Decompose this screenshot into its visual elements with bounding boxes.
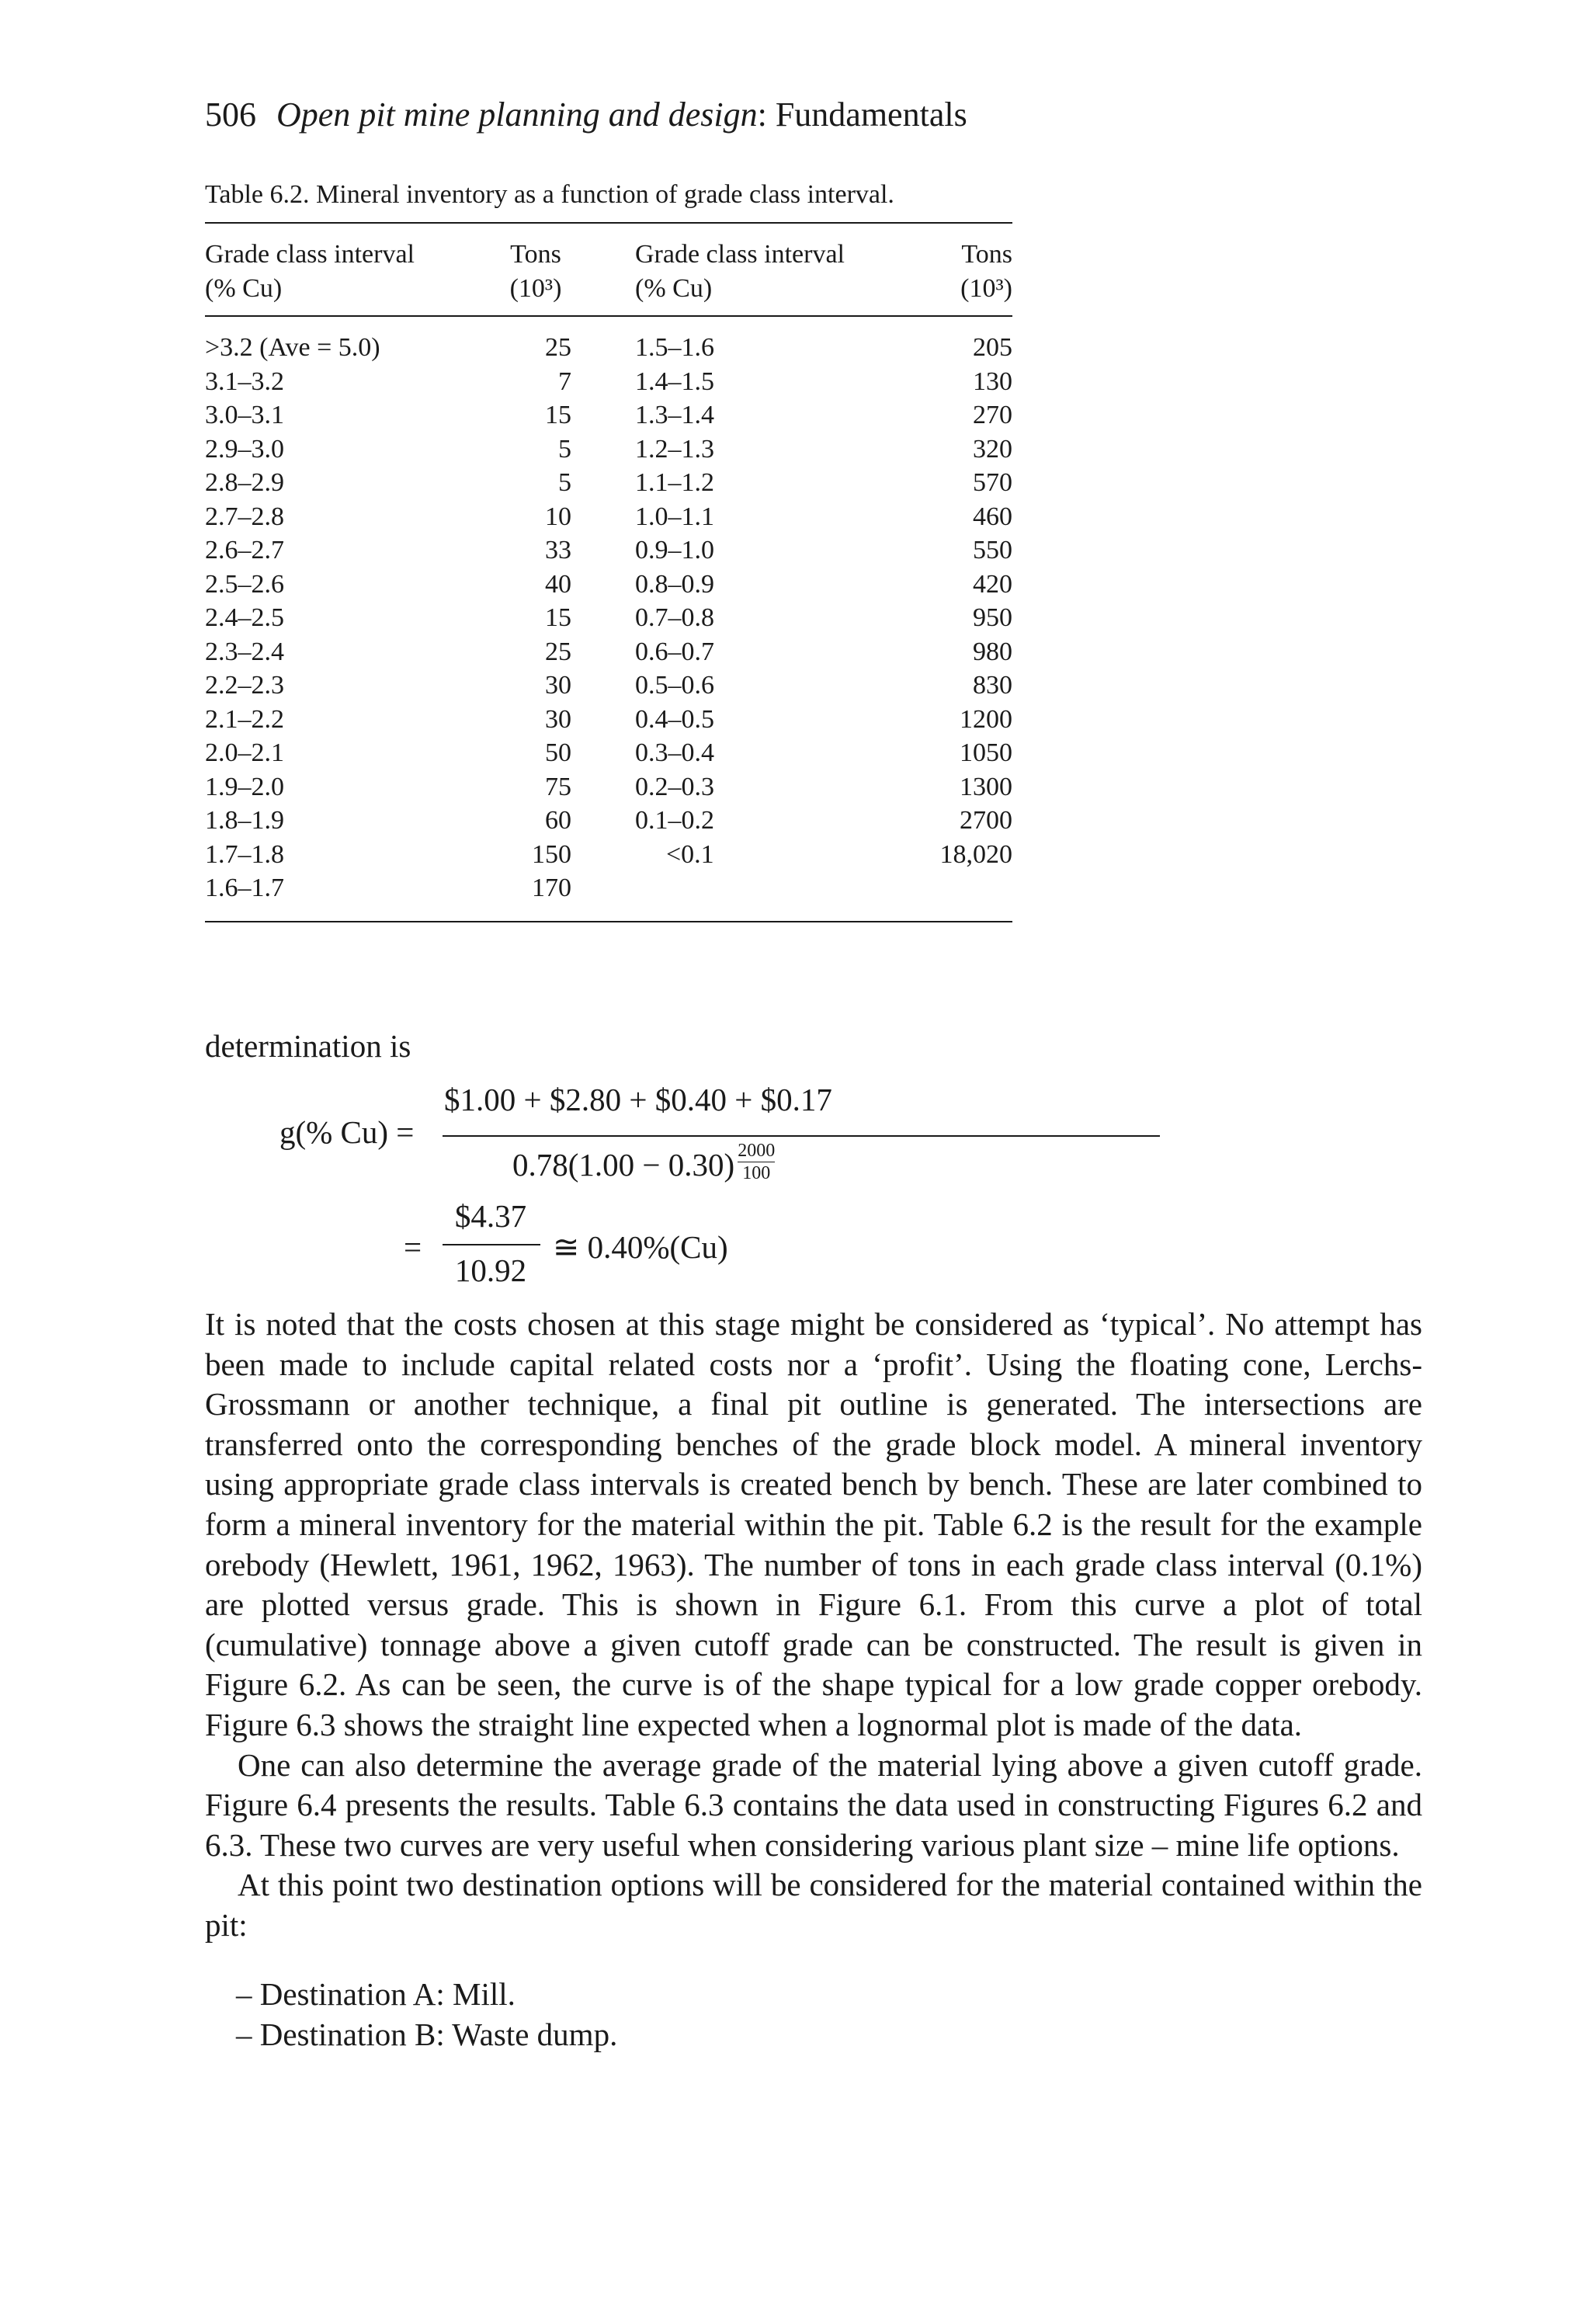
grade-cell-right: 0.3–0.4 [635, 738, 714, 767]
equation-denominator [512, 1140, 776, 1189]
grade-cell-left: 2.5–2.6 [205, 569, 284, 599]
tons-cell-left: 7 [558, 366, 571, 396]
tons-cell-left: 75 [545, 772, 571, 801]
table-row [205, 533, 1012, 568]
cutoff-grade-equation [279, 1081, 901, 1197]
grade-cell-left: 2.1–2.2 [205, 704, 284, 734]
list-item: – Destination A: Mill. [236, 1976, 516, 2012]
grade-cell-right: 1.5–1.6 [635, 333, 714, 362]
tons-cell-left: 5 [558, 434, 571, 464]
tons-cell-right: 130 [973, 366, 1012, 396]
grade-cell-right: 1.1–1.2 [635, 468, 714, 497]
tons-cell-right: 830 [973, 671, 1012, 700]
col3-unit: (% Cu) [635, 274, 713, 303]
tons-cell-left: 30 [545, 671, 571, 700]
tons-cell-left: 15 [545, 603, 571, 632]
grade-cell-right: 0.4–0.5 [635, 704, 714, 734]
tons-cell-left: 60 [545, 806, 571, 835]
table-row [205, 770, 1012, 804]
grade-cell-left: 2.9–3.0 [205, 434, 284, 464]
tons-cell-right: 570 [973, 468, 1012, 497]
grade-cell-left: 1.7–1.8 [205, 839, 284, 869]
small-fraction-bar [738, 1162, 775, 1163]
tons-cell-right: 950 [973, 603, 1012, 632]
tons-cell-left: 25 [545, 333, 571, 362]
tons-cell-left: 30 [545, 704, 571, 734]
table-row [205, 568, 1012, 602]
grade-cell-right: 1.2–1.3 [635, 434, 714, 464]
paragraph-2: One can also determine the average grade of the material lying above a given cutoff grade. Figure 6.4 presents the results. Table 6.3 contains the data used in constructing Figures 6.2 and 6.3. These two curves are very useful when considering various plant size – mine life options. [205, 1746, 1422, 1863]
book-title: Open pit mine planning and design [276, 96, 758, 134]
page-number: 506 [205, 96, 256, 134]
col2-header: Tons [510, 240, 561, 269]
mineral-inventory-table [205, 222, 1012, 922]
tons-cell-right: 1050 [960, 738, 1012, 767]
col1-header: Grade class interval [205, 240, 415, 269]
destination-list [236, 1974, 617, 2055]
tons-cell-right: 2700 [960, 806, 1012, 835]
grade-cell-right: 1.4–1.5 [635, 366, 714, 396]
paragraph-1: It is noted that the costs chosen at this stage might be considered as ‘typical’. No attempt has been made to include capital related costs nor a ‘profit’. Using the floating cone, Lerchs-Grossmann or another technique, a final pit outline is generated. The intersections are transferred onto the corresponding benches of the grade block model. A mineral inventory using appropriate grade class intervals is created bench by bench. These are later combined to form a mineral inventory for the material within the pit. Table 6.2 is the result for the example orebody (Hewlett, 1961, 1962, 1963). The number of tons in each grade class interval (0.1%) are plotted versus grade. This is shown in Figure 6.1. From this curve a plot of total (cumulative) tonnage above a given cutoff grade can be constructed. The result is given in Figure 6.2. As can be seen, the curve is of the shape typical for a low grade copper orebody. Figure 6.3 shows the straight line expected when a lognormal plot is made of the data. [205, 1306, 1422, 1742]
table-row [205, 804, 1012, 838]
col4-unit: (10³) [960, 274, 1012, 303]
tons-cell-right: 1200 [960, 704, 1012, 734]
table-caption: Table 6.2. Mineral inventory as a function of grade class interval. [205, 180, 894, 209]
tons-cell-right: 320 [973, 434, 1012, 464]
tons-cell-left: 40 [545, 569, 571, 599]
tons-cell-right: 270 [973, 401, 1012, 429]
table-row [205, 601, 1012, 635]
table-row [205, 703, 1012, 737]
table-row [205, 398, 1012, 432]
table-row [205, 635, 1012, 669]
table-row [205, 432, 1012, 467]
result-fraction-bar [443, 1244, 540, 1245]
tons-cell-right: 205 [973, 333, 1012, 362]
table-body [205, 331, 1012, 905]
grade-cell-left: 1.8–1.9 [205, 806, 284, 835]
grade-cell-left: 2.8–2.9 [205, 468, 284, 497]
tons-cell-left: 5 [558, 468, 571, 497]
grade-cell-right: <0.1 [666, 839, 714, 869]
grade-cell-right: 0.9–1.0 [635, 536, 714, 564]
tons-cell-left: 33 [545, 536, 571, 564]
tons-cell-left: 25 [545, 637, 571, 666]
grade-cell-left: 2.0–2.1 [205, 738, 284, 767]
paragraph-3: At this point two destination options will be considered for the material contained within the pit: [205, 1867, 1422, 1943]
table-header-row-2 [205, 272, 1012, 306]
equals-sign: = [404, 1229, 422, 1265]
grade-cell-right: 1.3–1.4 [635, 401, 714, 429]
grade-cell-left: 2.2–2.3 [205, 671, 284, 700]
grade-cell-right: 0.5–0.6 [635, 671, 714, 700]
table-row [205, 871, 1012, 905]
cutoff-grade-result [404, 1197, 792, 1291]
equation-lhs: g(% Cu) = [279, 1114, 415, 1150]
result-numerator: $4.37 [454, 1198, 527, 1234]
tons-cell-right: 420 [973, 569, 1012, 599]
grade-cell-right: 1.0–1.1 [635, 502, 714, 531]
table-header-rule [205, 315, 1012, 317]
tons-cell-left: 150 [532, 839, 571, 869]
tons-cell-left: 15 [545, 401, 571, 429]
grade-cell-left: 1.6–1.7 [205, 874, 284, 902]
running-head [205, 92, 967, 138]
table-row [205, 669, 1012, 703]
body-paragraphs [205, 1304, 1422, 1946]
grade-cell-left: 2.7–2.8 [205, 502, 284, 531]
tons-cell-left: 10 [545, 502, 571, 531]
col4-header: Tons [961, 240, 1012, 269]
table-row [205, 838, 1012, 872]
grade-cell-left: 2.3–2.4 [205, 637, 284, 666]
grade-cell-right: 0.6–0.7 [635, 637, 714, 666]
col2-unit: (10³) [509, 274, 562, 303]
table-top-rule [205, 222, 1012, 224]
fraction-bar [443, 1135, 1160, 1137]
small-fraction-top: 2000 [738, 1140, 776, 1161]
tons-cell-left: 50 [545, 738, 571, 767]
tons-cell-right: 550 [973, 536, 1012, 564]
grade-cell-right: 0.7–0.8 [635, 603, 714, 632]
grade-cell-left: 3.1–3.2 [205, 366, 284, 396]
table-row [205, 500, 1012, 534]
grade-cell-right: 0.1–0.2 [635, 806, 714, 835]
denominator-text: 0.78(1.00 − 0.30) [512, 1147, 735, 1183]
table-row [205, 736, 1012, 770]
grade-cell-left: 2.4–2.5 [205, 603, 284, 632]
col1-unit: (% Cu) [205, 274, 283, 303]
table-row [205, 331, 1012, 365]
tons-cell-right: 18,020 [939, 839, 1012, 869]
small-fraction-bottom: 100 [742, 1163, 771, 1184]
result-value: ≅ 0.40%(Cu) [553, 1229, 728, 1265]
grade-cell-left: 2.6–2.7 [205, 536, 284, 564]
book-subtitle: : Fundamentals [757, 96, 967, 134]
grade-cell-left: >3.2 (Ave = 5.0) [205, 333, 380, 362]
equation-numerator: $1.00 + $2.80 + $0.40 + $0.17 [444, 1082, 832, 1117]
table-header-row-1 [205, 238, 1012, 272]
grade-cell-right: 0.8–0.9 [635, 569, 714, 599]
tons-cell-left: 170 [532, 874, 571, 902]
tons-cell-right: 460 [973, 502, 1012, 531]
col3-header: Grade class interval [635, 240, 845, 269]
result-denominator: 10.92 [454, 1252, 527, 1288]
tons-cell-right: 1300 [960, 772, 1012, 801]
determination-text: determination is [205, 1028, 411, 1064]
small-fraction [738, 1141, 775, 1183]
table-row [205, 365, 1012, 399]
table-row [205, 466, 1012, 500]
table-bottom-rule [205, 921, 1012, 922]
grade-cell-left: 1.9–2.0 [205, 772, 284, 801]
list-item: – Destination B: Waste dump. [236, 2017, 618, 2052]
grade-cell-left: 3.0–3.1 [205, 401, 284, 429]
tons-cell-right: 980 [973, 637, 1012, 666]
grade-cell-right: 0.2–0.3 [635, 772, 714, 801]
